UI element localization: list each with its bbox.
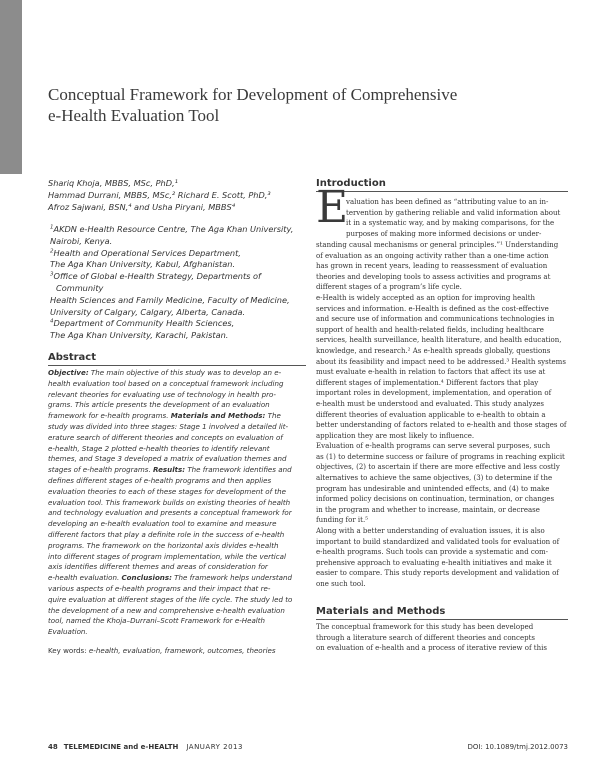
- text-line: one such tool.: [316, 580, 366, 588]
- abstract-rule: [48, 365, 306, 366]
- text-line: and secure use of information and communications technologies in: [316, 315, 555, 324]
- text-line: developing an e-health evaluation tool to examine and measure: [48, 519, 277, 529]
- introduction-rule: [316, 191, 568, 192]
- text-line: different factors that play a definite role in the success of e-health: [48, 529, 285, 539]
- keywords: [48, 646, 306, 655]
- introduction-heading: Introduction: [316, 178, 386, 189]
- author-list: [48, 178, 298, 213]
- text-line: in the program and whether to increase, maintain, or decrease: [316, 505, 540, 514]
- text-line: e-health must be understood and evaluated. This study analyzes: [316, 399, 545, 408]
- affiliation-text: The Aga Khan University, Kabul, Afghanistan.: [50, 259, 236, 270]
- text-line: evaluation tool. This framework builds on existing theories of health: [48, 497, 291, 507]
- text-line: themes, and Stage 3 developed a matrix of evaluation themes and: [48, 454, 287, 464]
- intro-dropcap-lines: [346, 197, 568, 239]
- text-line: e-health evaluation. Conclusions: The framework helps understand: [48, 573, 292, 583]
- text-line: axis identifies different themes and areas of consideration for: [48, 562, 268, 572]
- text-line: valuation has been defined as “attributing value to an in-: [346, 198, 549, 206]
- text-line: framework for e-health programs. Materials and Methods: The: [48, 411, 281, 421]
- text-line: different stages of implementation.⁴ Different factors that play: [316, 378, 539, 387]
- affiliation: [48, 318, 308, 342]
- text-line: program has undesirable and unintended effects, and (4) to make: [316, 484, 550, 493]
- title-line: e-Health Evaluation Tool: [48, 106, 220, 125]
- text-line: and technology evaluation and presents a conceptual framework for: [48, 508, 292, 518]
- text-line: stages of e-health programs. Results: The framework identifies and: [48, 465, 292, 475]
- text-line: Objective: The main objective of this study was to develop an e-: [48, 368, 282, 377]
- title-line: Conceptual Framework for Development of Comprehensive: [48, 85, 458, 104]
- affiliation-text: Health Sciences and Family Medicine, Faculty of Medicine,: [50, 294, 290, 305]
- text-line: health evaluation tool based on a conceptual framework including: [48, 378, 284, 388]
- text-line: grams. This article presents the development of an evaluation: [48, 400, 270, 410]
- affiliation-number: 3: [50, 271, 54, 278]
- affiliation-text: Office of Global e-Health Strategy, Departments of Community: [53, 271, 261, 293]
- text-line: support of health and health-related fields, including healthcare: [316, 325, 544, 334]
- affiliation-text: The Aga Khan University, Karachi, Pakistan.: [50, 330, 229, 341]
- page-number: 48: [48, 743, 58, 751]
- text-line: of evaluation as an ongoing activity rather than a one-time action: [316, 251, 549, 260]
- affiliation: [48, 271, 308, 318]
- text-line: various aspects of e-health programs and their impact that re-: [48, 583, 271, 593]
- author-line: Afroz Sajwani, BSN,⁴ and Usha Piryani, MBBS⁴: [48, 201, 236, 212]
- article-title: [48, 84, 478, 126]
- author-line: Hammad Durrani, MBBS, MSc,² Richard E. Scott, PhD,³: [48, 189, 271, 200]
- text-line: Along with a better understanding of evaluation issues, it is also: [316, 527, 545, 536]
- text-line: objectives, (2) to ascertain if there are more effective and less costly: [316, 463, 560, 472]
- text-line: erature search of different theories and concepts on evaluation of: [48, 432, 283, 442]
- text-line: must evaluate e-health in relation to factors that affect its use at: [316, 368, 546, 377]
- text-line: theories and developing tools to assess activities and programs at: [316, 272, 551, 281]
- affiliation-number: 1: [50, 224, 54, 231]
- text-line: services, health surveillance, health literature, and health education,: [316, 336, 562, 345]
- text-line: study was divided into three stages: Stage 1 involved a detailed lit-: [48, 421, 289, 431]
- affiliation-text: Nairobi, Kenya.: [50, 235, 113, 246]
- text-line: e-health programs. Such tools can provide a systematic and com-: [316, 548, 549, 557]
- drop-cap: E: [316, 182, 349, 233]
- text-line: the development of a new and comprehensive e-health evaluation: [48, 605, 285, 615]
- intro-body: [316, 240, 568, 590]
- affiliation-number: 2: [50, 247, 54, 254]
- text-line: easier to compare. This study reports development and validation of: [316, 569, 559, 578]
- text-line: tool, named the Khoja–Durrani–Scott Framework for e-Health: [48, 616, 266, 626]
- footer-journal: [48, 743, 243, 751]
- text-line: application they are most likely to influence.: [316, 431, 475, 440]
- text-line: alternatives to achieve the same objectives, (3) to determine if the: [316, 474, 553, 483]
- text-line: on evaluation of e-health and a process of iterative review of this: [316, 644, 547, 653]
- text-line: defines different stages of e-health programs and then applies: [48, 475, 272, 485]
- affiliation-text: University of Calgary, Calgary, Alberta, Canada.: [50, 306, 246, 317]
- affiliation-text: Department of Community Health Sciences,: [53, 318, 235, 329]
- journal-name: TELEMEDICINE and e-HEALTH: [63, 743, 179, 751]
- text-line: programs. The framework on the horizontal axis divides e-health: [48, 540, 279, 550]
- methods-body: [316, 622, 568, 654]
- text-line: e-health, Stage 2 plotted e-health theories to identify relevant: [48, 443, 270, 453]
- text-line: relevant theories for evaluating use of technology in health pro-: [48, 389, 276, 399]
- text-line: better understanding of factors related to e-health and those stages of: [316, 421, 567, 430]
- text-line: about its feasibility and impact need to be addressed.³ Health systems: [316, 357, 566, 366]
- text-line: important roles in development, implementation, and operation of: [316, 389, 552, 398]
- affiliation-list: [48, 224, 308, 342]
- text-line: prehensive approach to evaluating e-health initiatives and make it: [316, 558, 552, 567]
- text-line: quire evaluation at different stages of the life cycle. The study led to: [48, 594, 293, 604]
- affiliation: [48, 224, 308, 248]
- footer-doi: DOI: 10.1089/tmj.2012.0073: [467, 743, 568, 751]
- text-line: Evaluation of e-health programs can serve several purposes, such: [316, 442, 551, 451]
- text-line: funding for it.⁵: [316, 516, 369, 525]
- affiliation-text: Health and Operational Services Department,: [53, 247, 241, 258]
- text-line: services and information. e-Health is defined as the cost-effective: [316, 304, 549, 313]
- text-line: purposes of making more informed decisions or under-: [346, 229, 542, 238]
- text-line: informed policy decisions on continuation, termination, or changes: [316, 495, 555, 504]
- keywords-list: e-health, evaluation, framework, outcomes, theories: [88, 646, 276, 655]
- text-line: through a literature search of different theories and concepts: [316, 633, 536, 642]
- text-line: different theories of evaluation applicable to e-health to obtain a: [316, 410, 546, 419]
- sidebar-bar: [0, 0, 22, 174]
- text-line: Evaluation.: [48, 627, 88, 637]
- affiliation-number: 4: [50, 318, 54, 325]
- methods-heading: Materials and Methods: [316, 606, 446, 617]
- abstract-heading: Abstract: [48, 352, 97, 363]
- text-line: it in a systematic way, and by making comparisons, for the: [346, 219, 555, 228]
- text-line: tervention by gathering reliable and valid information about: [346, 208, 561, 217]
- affiliation-text: AKDN e-Health Resource Centre, The Aga Khan University,: [53, 224, 294, 234]
- text-line: The conceptual framework for this study has been developed: [316, 623, 534, 631]
- text-line: standing causal mechanisms or general principles.”¹ Understanding: [316, 241, 559, 249]
- text-line: evaluation theories to each of these stages for development of the: [48, 486, 286, 496]
- author-line: Shariq Khoja, MBBS, MSc, PhD,¹: [48, 178, 178, 188]
- text-line: into different stages of program implementation, while the vertical: [48, 551, 286, 561]
- text-line: e-Health is widely accepted as an option for improving health: [316, 293, 536, 302]
- issue-date: JANUARY 2013: [186, 743, 243, 751]
- abstract-body: [48, 368, 304, 638]
- text-line: knowledge, and research.² As e-health spreads globally, questions: [316, 346, 551, 355]
- methods-rule: [316, 619, 568, 620]
- keywords-label: Key words:: [48, 646, 87, 655]
- text-line: has grown in recent years, leading to reassessment of evaluation: [316, 262, 548, 271]
- affiliation: [48, 248, 308, 272]
- text-line: important to build standardized and validated tools for evaluation of: [316, 537, 560, 546]
- text-line: as (1) to determine success or failure of programs in reaching explicit: [316, 452, 565, 461]
- text-line: different stages of a program’s life cycle.: [316, 283, 462, 292]
